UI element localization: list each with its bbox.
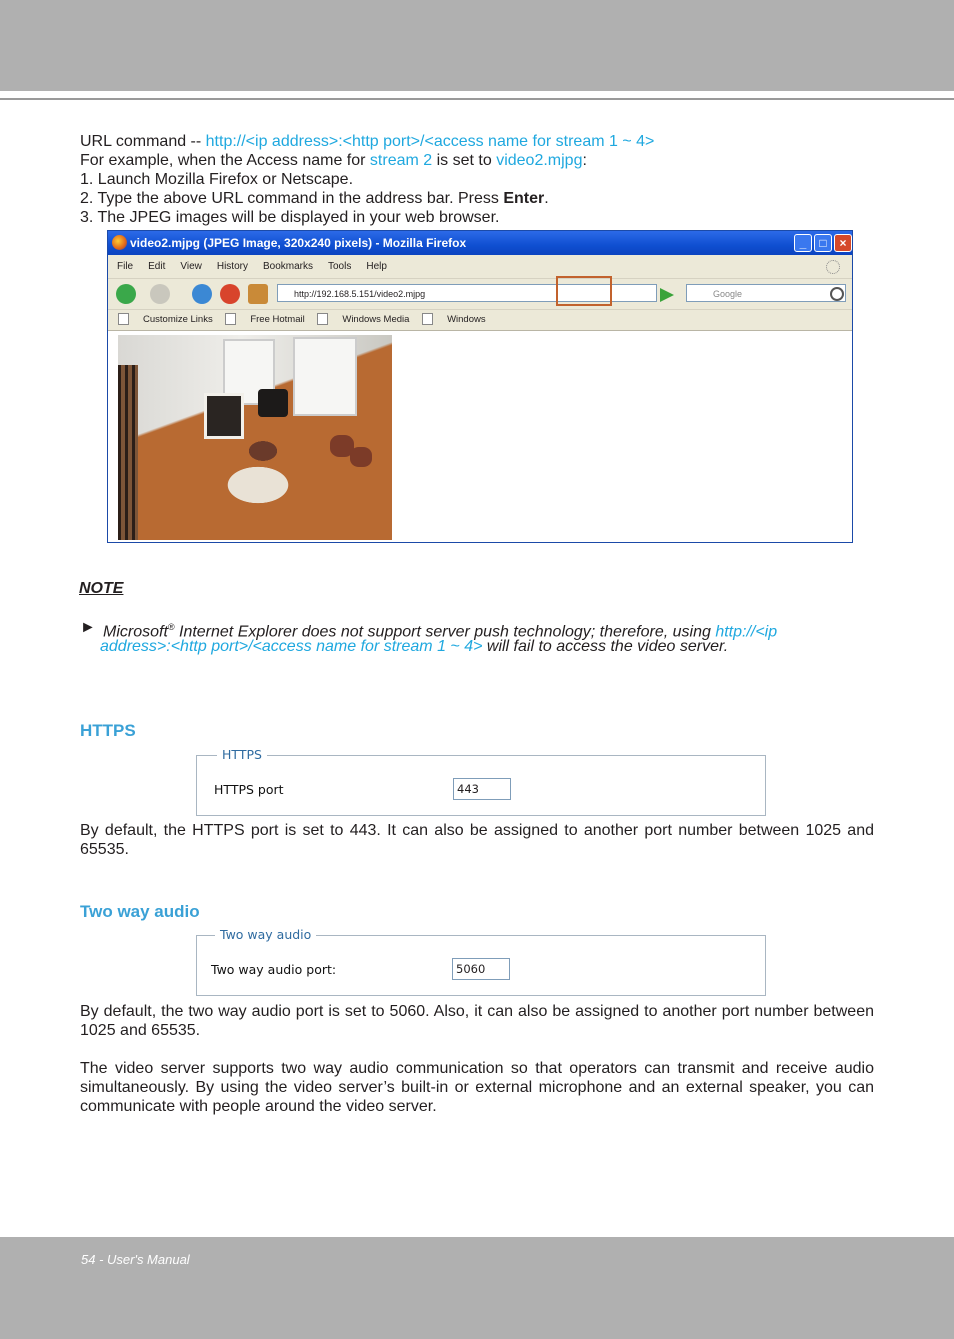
back-icon[interactable] [116,284,136,304]
url-highlight-box [556,276,612,306]
browser-titlebar [108,231,852,255]
audio-description: By default, the two way audio port is set to 5060. Also, it can also be assigned to another port number between 1025 and 65535. [80,1003,874,1039]
audio-fieldset [196,927,766,996]
https-heading: HTTPS [80,721,136,740]
example-colon: : [582,152,587,169]
throbber-icon [826,260,840,274]
step-2-text: 2. Type the above URL command in the address bar. Press [80,190,504,207]
header-rule [0,98,954,100]
step-2-period: . [544,190,549,207]
header-band [0,0,954,91]
photo-window [293,337,357,416]
address-text: http://192.168.5.151/video2.mjpg [294,289,426,299]
example-text: For example, when the Access name for [80,152,370,169]
https-fieldset [196,747,766,816]
bookmark-free-hotmail[interactable] [225,314,304,325]
bookmark-label: Windows [447,314,486,325]
note-registered: ® [167,622,175,632]
step-1: 1. Launch Mozilla Firefox or Netscape. [80,171,354,188]
page-footer: 54 - User's Manual [81,1252,190,1267]
audio-port-input[interactable]: 5060 [452,958,510,980]
https-port-input[interactable]: 443 [453,778,511,800]
step-3: 3. The JPEG images will be displayed in your web browser. [80,209,500,226]
example-text-2: is set to [432,152,497,169]
url-command-prefix: URL command -- [80,133,206,150]
photo-fireplace [204,393,244,439]
example-line [80,151,587,170]
note-title: NOTE [79,580,124,597]
note-text-end: will fail to access the video server. [482,638,729,655]
firefox-logo-icon [112,235,127,250]
bookmark-windows[interactable] [422,314,486,325]
bookmarks-toolbar [108,310,852,331]
photo-railing [118,365,138,540]
go-icon[interactable] [660,288,674,302]
bookmark-label: Windows Media [342,314,410,325]
camera-image [118,335,392,540]
browser-menubar [108,255,852,279]
step-2 [80,189,549,208]
page-icon [118,313,129,325]
page-icon [225,313,236,325]
example-stream: stream 2 [369,152,433,169]
https-legend: HTTPS [217,747,267,762]
note-text: Internet Explorer does not support server push technology; therefore, using [174,623,716,641]
note-bullet: ► [80,619,96,636]
url-command-line [80,132,654,151]
audio-legend: Two way audio [215,927,316,942]
forward-icon[interactable] [150,284,170,304]
example-file: video2.mjpg [496,152,583,169]
menu-history[interactable]: History [216,261,248,272]
address-bar[interactable] [277,284,657,302]
audio-heading: Two way audio [80,902,200,921]
browser-navbar [108,279,852,310]
photo-piano [258,389,288,417]
menu-help[interactable]: Help [366,261,387,272]
close-icon[interactable]: × [834,234,852,252]
menu-tools[interactable]: Tools [328,261,352,272]
bookmark-label: Free Hotmail [250,314,305,325]
note-url-1: http://<ip [715,623,778,641]
audio-port-label: Two way audio port: [211,962,337,977]
url-command-value: http://<ip address>:<http port>/<access name for stream 1 ~ 4> [205,133,655,150]
home-icon[interactable] [248,284,268,304]
menu-bookmarks[interactable]: Bookmarks [262,261,313,272]
maximize-icon[interactable]: □ [814,234,832,252]
bookmark-customize-links[interactable] [118,314,213,325]
page-icon [422,313,433,325]
page-icon [317,313,328,325]
audio-description-2: The video server supports two way audio communication so that operators can transmit and receive audio simultaneously. By using the video server’s built-in or external microphone and an external speaker, you can communicate with people around the video server. [80,1060,874,1115]
minimize-icon[interactable]: _ [794,234,812,252]
https-description: By default, the HTTPS port is set to 443. It can also be assigned to another port number between 1025 and 65535. [80,822,874,858]
stop-icon[interactable] [220,284,240,304]
search-input[interactable] [686,284,846,302]
search-icon[interactable] [830,287,844,301]
note-url-2: address>:<http port>/<access name for stream 1 ~ 4> [100,638,483,655]
menu-file[interactable]: File [117,261,134,272]
browser-screenshot [107,230,853,543]
menu-edit[interactable]: Edit [148,261,166,272]
menu-view[interactable]: View [180,261,202,272]
reload-icon[interactable] [192,284,212,304]
note-line-2 [100,637,728,656]
step-2-enter: Enter [503,190,545,207]
bookmark-windows-media[interactable] [317,314,409,325]
search-placeholder: Google [713,289,743,299]
bookmark-label: Customize Links [143,314,213,325]
browser-title: video2.mjpg (JPEG Image, 320x240 pixels) - Mozilla Firefox [130,236,467,250]
photo-chair [350,447,372,467]
note-microsoft: Microsoft [103,623,168,641]
https-port-label: HTTPS port [214,782,284,797]
